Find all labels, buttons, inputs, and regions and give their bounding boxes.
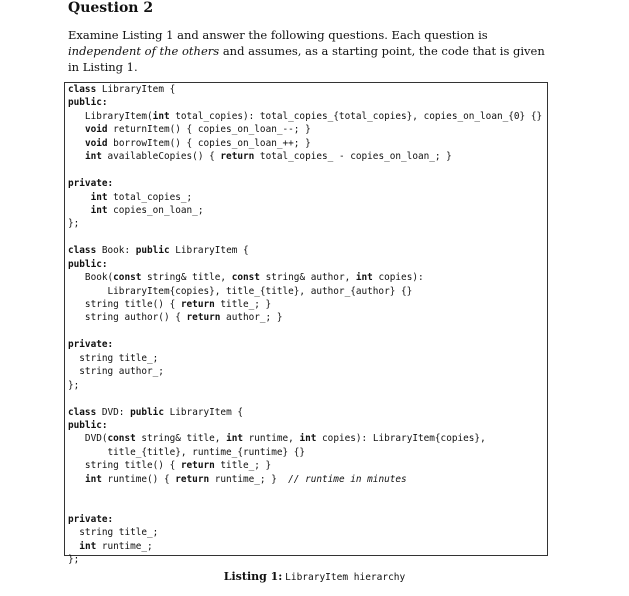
code-text: availableCopies() { bbox=[107, 151, 221, 163]
code-line bbox=[68, 473, 546, 486]
code-text: runtime_; bbox=[101, 540, 153, 552]
code-text: copies): bbox=[378, 272, 424, 284]
intro-text-1: Examine Listing 1 and answer the following questions. Each question is bbox=[68, 28, 488, 42]
code-text bbox=[68, 205, 91, 216]
code-line bbox=[68, 446, 546, 459]
code-line bbox=[68, 231, 546, 244]
code-text: author_; } bbox=[226, 312, 283, 324]
code-text: copies): LibraryItem{copies}, bbox=[322, 433, 486, 445]
code-text bbox=[68, 138, 85, 149]
code-line bbox=[68, 365, 546, 378]
code-text bbox=[68, 474, 85, 485]
code-text: title_; } bbox=[220, 460, 272, 472]
code-keyword: const bbox=[231, 272, 266, 284]
code-line bbox=[68, 258, 546, 271]
code-keyword: int bbox=[90, 191, 114, 203]
code-keyword: return bbox=[180, 460, 221, 472]
code-text: total_copies): total_copies_{total_copies}, copies_on_loan_{0} {} bbox=[175, 110, 543, 122]
code-text: runtime() { bbox=[107, 473, 176, 485]
code-keyword: class bbox=[68, 245, 102, 257]
code-keyword: public: bbox=[68, 97, 108, 109]
code-text: string title_; bbox=[68, 352, 159, 364]
code-keyword: int bbox=[355, 272, 379, 284]
code-line bbox=[68, 338, 546, 351]
code-text: title_{title}, runtime_{runtime} {} bbox=[68, 446, 306, 458]
code-text: string& title, bbox=[141, 433, 227, 445]
code-keyword: class bbox=[68, 84, 102, 95]
code-line bbox=[68, 110, 546, 123]
code-keyword: int bbox=[84, 473, 108, 485]
code-line bbox=[68, 96, 546, 109]
code-text: LibraryItem { bbox=[101, 84, 176, 95]
code-text: DVD( bbox=[68, 433, 108, 445]
code-line bbox=[68, 486, 546, 499]
code-keyword: return bbox=[220, 151, 260, 163]
code-line bbox=[68, 392, 546, 405]
intro-text-2: and assumes, as a starting point, the code that is given in Listing 1. bbox=[68, 44, 545, 74]
listing-caption bbox=[0, 570, 629, 585]
code-line bbox=[68, 513, 546, 526]
code-line bbox=[68, 419, 546, 432]
code-keyword: private: bbox=[68, 178, 114, 190]
code-text: string& title, bbox=[147, 272, 232, 284]
code-line bbox=[68, 459, 546, 472]
code-text: runtime, bbox=[248, 433, 300, 445]
code-line bbox=[68, 298, 546, 311]
code-text: copies_on_loan_; bbox=[113, 204, 204, 216]
code-keyword: const bbox=[107, 433, 142, 445]
code-keyword: return bbox=[180, 299, 221, 310]
code-line bbox=[68, 325, 546, 338]
code-line bbox=[68, 553, 546, 566]
code-line bbox=[68, 406, 546, 419]
code-line bbox=[68, 191, 546, 204]
code-line bbox=[68, 217, 546, 230]
code-text: title_; } bbox=[220, 299, 272, 310]
question-title: Question 2 bbox=[68, 0, 154, 16]
code-keyword: class bbox=[68, 406, 102, 418]
code-line bbox=[68, 177, 546, 190]
code-keyword: int bbox=[152, 110, 176, 122]
code-text: borrowItem() { copies_on_loan_++; } bbox=[113, 137, 311, 149]
code-text bbox=[68, 192, 91, 203]
question-intro bbox=[68, 27, 558, 75]
code-text: string author() { bbox=[68, 312, 187, 324]
code-text: LibraryItem{copies}, title_{title}, author_{author} {} bbox=[68, 285, 413, 297]
code-comment: // runtime in minutes bbox=[288, 473, 407, 485]
code-line bbox=[68, 244, 546, 257]
code-keyword: public bbox=[135, 245, 176, 257]
code-keyword: void bbox=[84, 137, 114, 149]
code-keyword: int bbox=[90, 204, 114, 216]
code-line bbox=[68, 352, 546, 365]
code-keyword: return bbox=[186, 312, 227, 324]
code-line bbox=[68, 164, 546, 177]
code-line bbox=[68, 271, 546, 284]
code-keyword: int bbox=[79, 540, 102, 552]
code-text bbox=[68, 541, 79, 552]
code-text: returnItem() { copies_on_loan_--; } bbox=[113, 124, 311, 136]
code-line bbox=[68, 540, 546, 553]
code-line bbox=[68, 500, 546, 513]
code-text: string title_; bbox=[68, 527, 159, 539]
code-text: }; bbox=[68, 379, 80, 391]
code-keyword: public: bbox=[68, 419, 108, 431]
code-text: DVD: bbox=[101, 406, 131, 418]
intro-emphasis: independent of the others bbox=[68, 44, 220, 58]
code-line bbox=[68, 526, 546, 539]
code-line bbox=[68, 285, 546, 298]
code-text: Book( bbox=[68, 272, 114, 284]
code-keyword: private: bbox=[68, 514, 114, 525]
caption-text: LibraryItem hierarchy bbox=[285, 572, 406, 583]
code-text: runtime_; } bbox=[214, 473, 289, 485]
code-keyword: int bbox=[299, 433, 323, 445]
code-text: }; bbox=[68, 218, 80, 230]
code-listing bbox=[68, 83, 546, 567]
code-line bbox=[68, 123, 546, 136]
caption-label: Listing 1: bbox=[223, 570, 283, 583]
code-keyword: const bbox=[113, 272, 148, 284]
code-text: total_copies_ - copies_on_loan_; } bbox=[259, 151, 452, 163]
code-text bbox=[68, 151, 85, 162]
code-text bbox=[68, 124, 85, 135]
code-line bbox=[68, 311, 546, 324]
code-line bbox=[68, 379, 546, 392]
code-keyword: public bbox=[130, 406, 170, 418]
code-text: string& author, bbox=[265, 272, 356, 284]
code-line bbox=[68, 137, 546, 150]
code-text: }; bbox=[68, 554, 80, 566]
code-line bbox=[68, 150, 546, 163]
code-line bbox=[68, 432, 546, 445]
code-line bbox=[68, 204, 546, 217]
code-line bbox=[68, 83, 546, 96]
code-text: LibraryItem( bbox=[68, 110, 153, 122]
code-text: string author_; bbox=[68, 366, 164, 378]
code-keyword: private: bbox=[68, 339, 114, 351]
code-keyword: return bbox=[175, 473, 215, 485]
code-text: LibraryItem { bbox=[169, 406, 243, 418]
code-keyword: int bbox=[226, 433, 249, 445]
code-keyword: void bbox=[84, 124, 114, 136]
code-text: string title() { bbox=[68, 460, 181, 472]
code-text: LibraryItem { bbox=[175, 245, 249, 257]
code-text: Book: bbox=[101, 245, 136, 257]
code-text: string title() { bbox=[68, 299, 181, 310]
code-keyword: int bbox=[84, 151, 108, 163]
code-text: total_copies_; bbox=[113, 191, 193, 203]
code-keyword: public: bbox=[68, 258, 108, 270]
